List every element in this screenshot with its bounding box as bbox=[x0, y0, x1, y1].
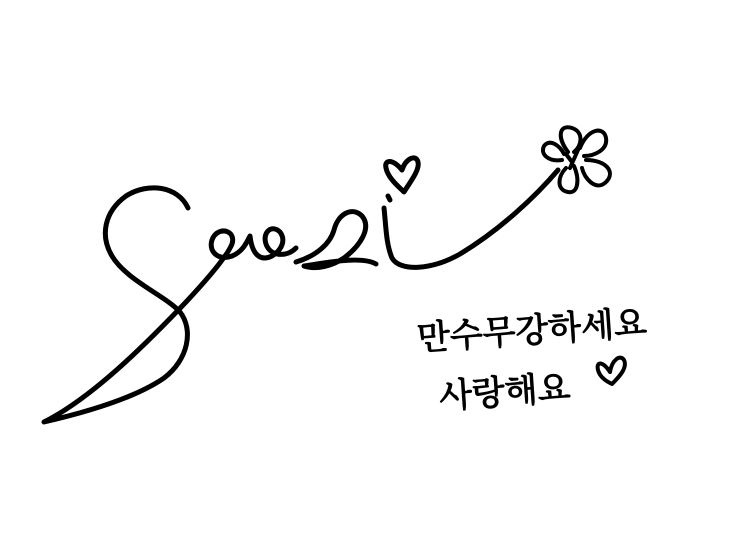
heart-icon-small bbox=[598, 358, 625, 384]
message-line-2: 사랑해요 bbox=[437, 367, 572, 417]
heart-icon bbox=[386, 158, 419, 192]
signature-name-saemi bbox=[44, 188, 296, 422]
flower-icon bbox=[543, 127, 610, 192]
message-line-1: 만수무강하세요 bbox=[415, 303, 648, 359]
signature-dot bbox=[388, 196, 390, 200]
signature-heart-stroke bbox=[296, 212, 376, 268]
